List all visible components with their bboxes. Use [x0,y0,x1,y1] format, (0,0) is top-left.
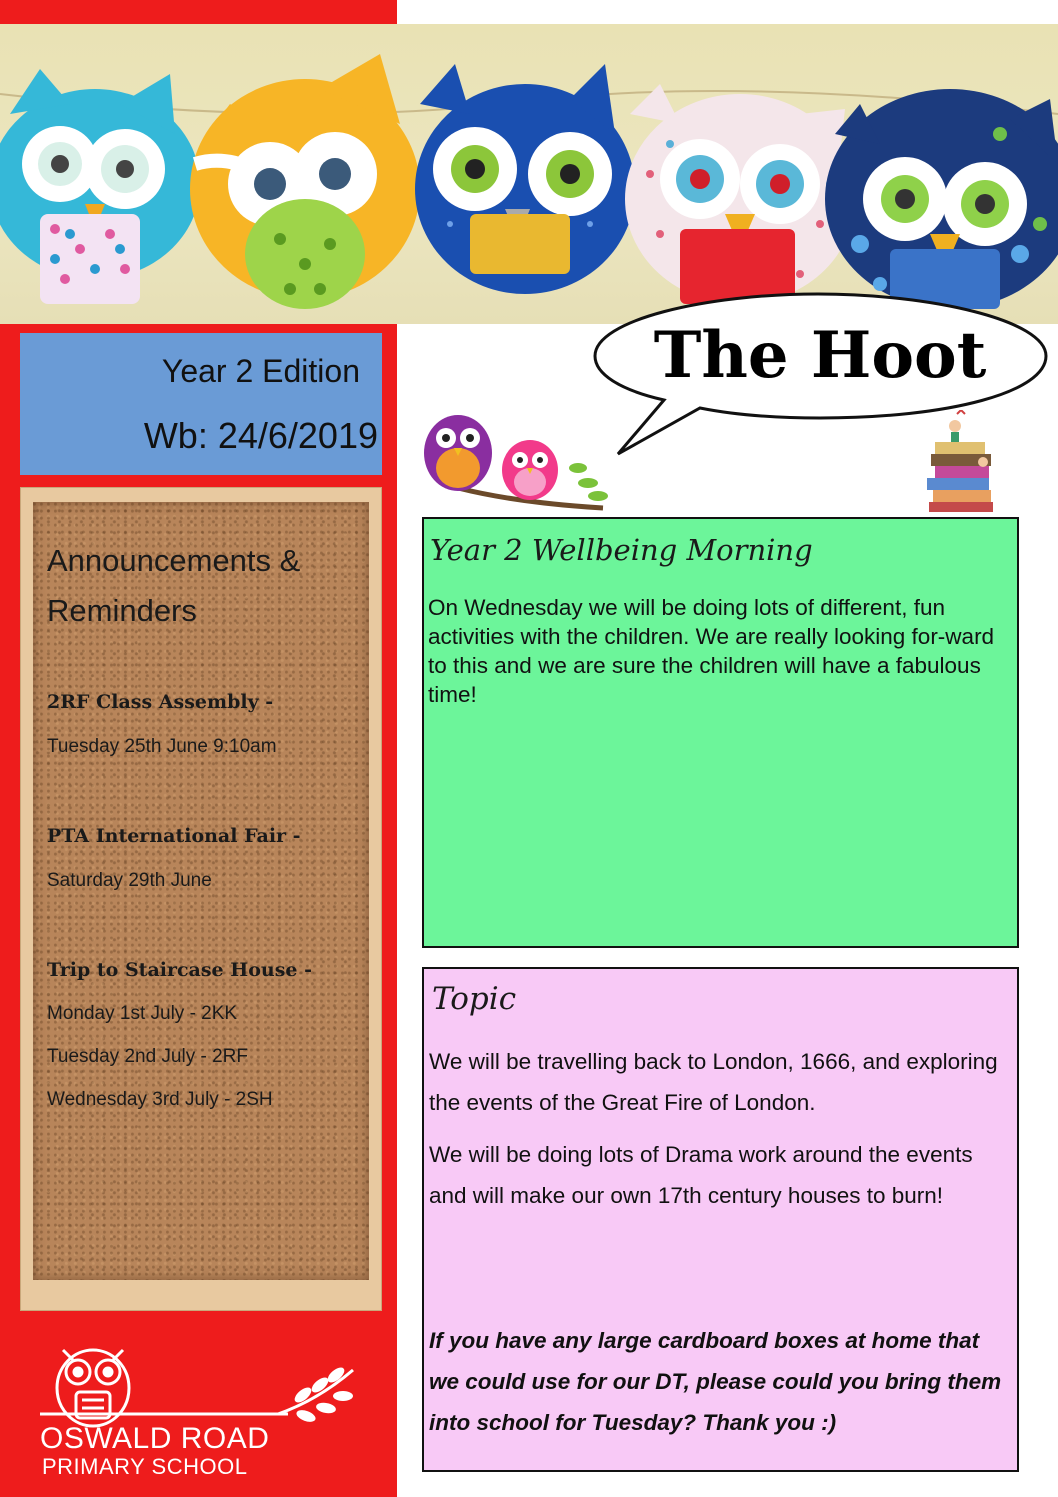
edition-box [20,333,382,475]
announcement-line: Wednesday 3rd July - 2SH [47,1089,273,1110]
announcement-heading: PTA International Fair - [47,825,301,847]
announcement-heading: Trip to Staircase House - [47,959,312,981]
banner-owl-1 [0,69,200,304]
banner-owl-5 [825,89,1058,309]
announcement-line: Saturday 29th June [47,870,212,891]
topic-title: Topic [432,981,517,1017]
banner-owl-3 [415,64,635,294]
topic-paragraph: We will be travelling back to London, 1666, and exploring the events of the Great Fire of London. [429,1049,998,1115]
owl-banner-photo [0,24,1058,324]
school-owl-logo [38,1340,368,1430]
cardboard-request: If you have any large cardboard boxes at home that we could use for our DT, please could you bring them into school for Tuesday? Thank you :) [429,1328,1002,1435]
topic-section [422,967,1019,1472]
wellbeing-body: On Wednesday we will be doing lots of different, fun activities with the children. We are really looking for-ward to this and we are sure the children will have a fabulous time! [428,595,995,707]
announcements-title: Announcements & Reminders [47,543,301,628]
week-beginning-date: Wb: 24/6/2019 [143,415,378,456]
owl-pair-clipart [418,408,613,518]
wellbeing-title: Year 2 Wellbeing Morning [430,533,813,567]
announcement-heading: 2RF Class Assembly - [47,691,274,713]
school-logo [38,1340,368,1480]
laurel-branch-icon [278,1365,353,1424]
top-white-band [397,0,1058,24]
announcement-line: Tuesday 25th June 9:10am [47,736,277,757]
banner-owl-4 [625,84,855,304]
announcements-board [20,487,382,1311]
wellbeing-section [422,517,1019,948]
announcement-line: Tuesday 2nd July - 2RF [47,1046,248,1067]
book-stack-clipart [925,410,997,516]
edition-label: Year 2 Edition [161,353,360,389]
school-type: PRIMARY SCHOOL [42,1454,248,1479]
topic-paragraph: We will be doing lots of Drama work around the events and will make our own 17th century houses to burn! [429,1142,973,1208]
newsletter-title: The Hoot [653,318,987,393]
school-name: OSWALD ROAD [40,1422,270,1455]
announcement-line: Monday 1st July - 2KK [47,1003,238,1024]
banner-owl-2 [190,54,420,309]
